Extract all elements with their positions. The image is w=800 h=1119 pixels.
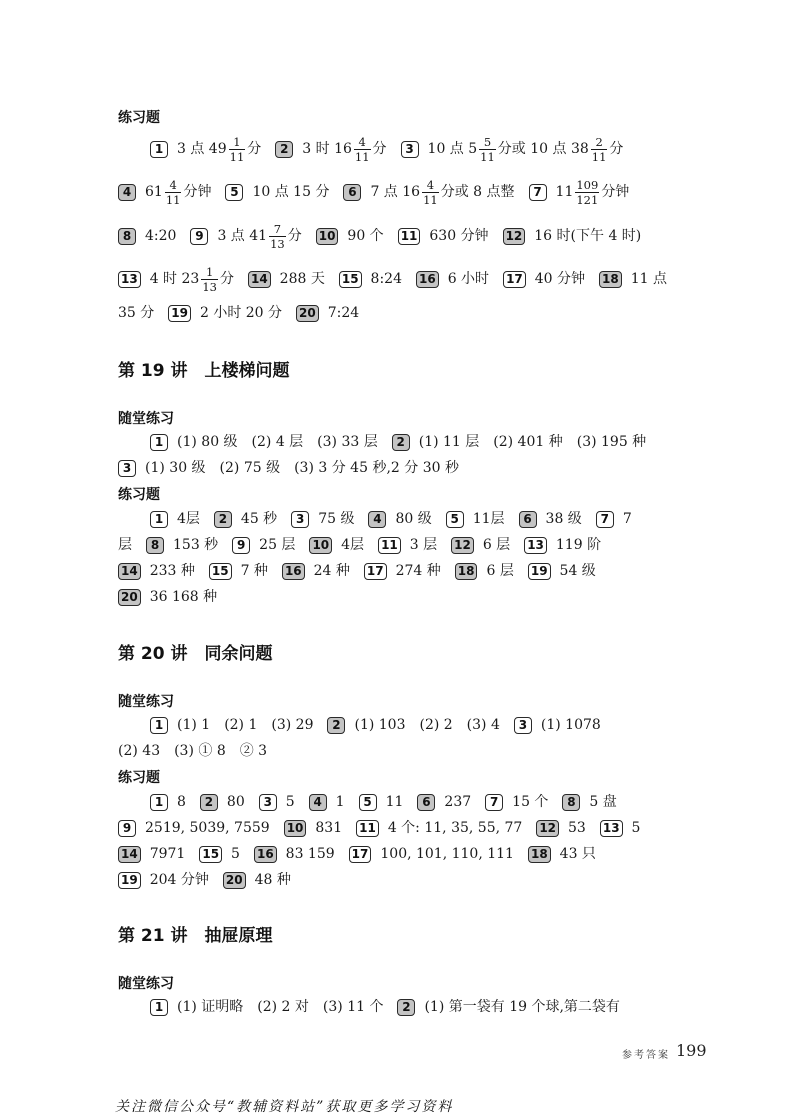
answer-text: 40 分钟 [534,271,586,287]
answer-item [349,844,514,864]
answer-text: 分或 10 点 38 [497,141,589,157]
fraction-numerator: 4 [358,134,366,149]
answer-item [254,844,335,864]
answer-item [118,870,209,890]
fraction [354,136,371,163]
question-number-badge: 11 [356,820,379,837]
answer-text: 11 [555,184,574,200]
answer-item [200,792,245,812]
answer-text: 6 小时 [447,271,490,287]
answer-text: 80 级 [395,511,432,527]
answer-row [150,135,623,163]
answer-item [168,303,282,323]
answer-text: 分或 8 点整 [440,184,515,200]
answer-text: 119 阶 [555,537,602,553]
answer-item [199,844,240,864]
question-number-badge: 18 [455,563,478,580]
answer-item [296,303,359,323]
answer-text: 16 时(下午 4 时) [534,228,642,244]
answer-item [118,179,211,206]
question-number-badge: 3 [118,460,136,477]
answer-row [150,711,601,739]
fraction-numerator: 4 [169,177,177,192]
fraction [201,266,218,293]
answer-item [150,792,186,812]
question-number-badge: 15 [199,846,222,863]
section-title-21: 第 21 讲 抽屉原理 [118,926,273,946]
answer-item [503,269,585,289]
answer-item [596,509,632,529]
question-number-badge: 5 [225,184,243,201]
answer-item [118,844,185,864]
answer-text: 8:24 [370,271,402,287]
answer-item [562,792,616,812]
answer-text: (1) 证明略 (2) 2 对 (3) 11 个 [177,999,384,1015]
question-number-badge: 13 [118,271,141,288]
fraction-denominator: 11 [165,192,181,207]
answer-item [451,535,510,555]
question-number-badge: 12 [503,228,526,245]
heading-exercises-20: 练习题 [118,770,160,786]
question-number-badge: 4 [118,184,136,201]
answer-text: 83 159 [285,846,335,862]
answer-text: 11 [385,794,404,810]
answer-text: 153 秒 [173,537,219,553]
heading-exercises-19: 练习题 [118,487,160,503]
question-number-badge: 1 [150,717,168,734]
answer-item [275,136,386,163]
question-number-badge: 10 [316,228,339,245]
answer-text: 4 时 23 [149,271,200,287]
answer-text: 1 [335,794,345,810]
question-number-badge: 17 [503,271,526,288]
fraction-denominator: 121 [576,192,599,207]
fraction-denominator: 11 [229,149,245,164]
answer-item [397,997,619,1017]
question-number-badge: 15 [209,563,232,580]
answer-text: (1) 11 层 (2) 401 种 (3) 195 种 [418,434,647,450]
answer-item [248,269,325,289]
answer-text: 4:20 [145,228,177,244]
question-number-badge: 10 [309,537,332,554]
question-number-badge: 5 [359,794,377,811]
question-number-badge: 7 [596,511,614,528]
answer-item [146,535,218,555]
answer-item [519,509,582,529]
answer-item [401,136,624,163]
question-number-badge: 4 [309,794,327,811]
answer-text: 288 天 [279,271,325,287]
answer-item [378,535,437,555]
answer-text: 5 [231,846,240,862]
answer-text: 274 种 [395,563,441,579]
answer-item [118,266,234,293]
answer-text: 分 [372,141,387,157]
fraction-numerator: 7 [273,221,282,236]
answer-item [536,818,586,838]
fraction-numerator: 2 [595,134,603,149]
answer-text: 8 [177,794,186,810]
answer-row [118,737,267,765]
answer-text: 45 秒 [240,511,278,527]
fraction [229,136,246,163]
answer-item [209,561,268,581]
answer-row [118,583,217,611]
answer-item [309,792,345,812]
answer-text: 3 点 41 [217,228,268,244]
answer-text: 分 [219,271,234,287]
answer-row [150,788,617,816]
answer-text: (1) 1 (2) 1 (3) 29 [177,717,314,733]
fraction-numerator: 4 [426,177,435,192]
answer-text: (1) 30 级 (2) 75 级 (3) 3 分 45 秒,2 分 30 秒 [145,460,459,476]
question-number-badge: 3 [514,717,532,734]
question-number-badge: 1 [150,434,168,451]
answer-text: 分钟 [601,184,630,200]
answer-row [150,993,620,1021]
answer-text: 25 层 [259,537,296,553]
question-number-badge: 9 [118,820,136,837]
answer-text: 11 点 [630,271,667,287]
answer-item [528,844,596,864]
question-number-badge: 13 [524,537,547,554]
answer-item [225,182,329,202]
question-number-badge: 8 [562,794,580,811]
section-title-20: 第 20 讲 同余问题 [118,644,273,664]
question-number-badge: 13 [600,820,623,837]
answer-item [327,715,499,735]
footer-label: 参考答案 [622,1050,670,1061]
question-number-badge: 17 [349,846,372,863]
answer-item [524,535,601,555]
question-number-badge: 17 [364,563,387,580]
answer-item [599,269,667,289]
answer-text: 36 168 种 [149,589,218,605]
question-number-badge: 1 [150,794,168,811]
answer-text: 35 分 [118,305,155,321]
answer-item [118,587,217,607]
answer-text: 分 [609,141,624,157]
answer-text: 54 级 [559,563,596,579]
answer-text: 80 [226,794,245,810]
answer-row [118,299,359,327]
answer-item [316,226,384,246]
heading-classwork-20: 随堂练习 [118,694,174,710]
answer-item [232,535,295,555]
answer-text: 5 [285,794,295,810]
answer-item [118,561,195,581]
bottom-watermark-note: 关注微信公众号“教辅资料站”获取更多学习资料 [115,1099,454,1115]
answer-row [150,505,632,533]
question-number-badge: 1 [150,999,168,1016]
answer-item [392,432,646,452]
answer-text: 7 点 16 [370,184,421,200]
answer-text: (1) 1078 [540,717,601,733]
page-number: 199 [676,1041,707,1060]
answer-item [446,509,505,529]
answer-item [309,535,364,555]
question-number-badge: 20 [118,589,141,606]
question-number-badge: 9 [232,537,250,554]
answer-text: 4层 [341,537,365,553]
question-number-badge: 11 [378,537,401,554]
question-number-badge: 3 [401,141,419,158]
question-number-badge: 18 [599,271,622,288]
fraction [591,136,608,163]
question-number-badge: 7 [485,794,503,811]
answer-item [282,561,350,581]
answer-text: 100, 101, 110, 111 [380,846,514,862]
question-number-badge: 2 [327,717,345,734]
answer-text: 237 [444,794,472,810]
question-number-badge: 16 [416,271,439,288]
answer-text: 分 [287,228,302,244]
question-number-badge: 8 [118,228,136,245]
answer-text: 4层 [177,511,200,527]
answer-item [150,715,313,735]
answer-text: 6 层 [482,537,511,553]
answer-item [455,561,514,581]
answer-row [118,866,291,894]
answer-item [528,561,596,581]
fraction-denominator: 11 [354,149,370,164]
answer-row [150,428,646,456]
answer-text: 5 [631,820,641,836]
heading-exercises-18: 练习题 [118,110,160,126]
question-number-badge: 5 [446,511,464,528]
question-number-badge: 12 [451,537,474,554]
answer-item [150,432,378,452]
fraction-denominator: 13 [270,236,285,251]
answer-text: 15 个 [512,794,549,810]
answer-text: 53 [568,820,586,836]
fraction-denominator: 13 [202,279,217,294]
answer-item [514,715,601,735]
answer-text: 6 层 [486,563,514,579]
fraction [165,179,182,206]
answer-item [359,792,404,812]
answer-text: 24 种 [313,563,350,579]
question-number-badge: 2 [200,794,218,811]
answer-text: 7 种 [240,563,268,579]
question-number-badge: 14 [118,563,141,580]
answer-text: 43 只 [559,846,596,862]
answer-item [368,509,431,529]
heading-classwork-19: 随堂练习 [118,411,174,427]
answer-item [259,792,295,812]
answer-text: 7 [622,511,632,527]
question-number-badge: 14 [118,846,141,863]
answer-row [118,531,601,559]
fraction [575,179,599,206]
question-number-badge: 19 [528,563,551,580]
section-title-19: 第 19 讲 上楼梯问题 [118,361,290,381]
answer-item [223,870,291,890]
answer-text: 分 [247,141,262,157]
answer-text: 630 分钟 [429,228,489,244]
fraction-denominator: 11 [423,192,438,207]
question-number-badge: 11 [398,228,421,245]
answer-row [118,814,640,842]
answer-row [118,222,641,250]
answer-item [190,223,301,250]
answer-item [118,741,267,761]
question-number-badge: 4 [368,511,386,528]
question-number-badge: 7 [529,184,547,201]
answer-text: 3 点 49 [177,141,227,157]
answer-item [284,818,342,838]
answer-item [150,509,200,529]
question-number-badge: 20 [223,872,246,889]
fraction-numerator: 5 [483,134,492,149]
question-number-badge: 3 [259,794,277,811]
question-number-badge: 1 [150,141,168,158]
answer-item [118,818,270,838]
question-number-badge: 18 [528,846,551,863]
answer-item [118,303,154,323]
answer-item [150,136,261,163]
answer-item [417,792,471,812]
question-number-badge: 3 [291,511,309,528]
answer-text: 7:24 [327,305,360,321]
answer-text: 90 个 [347,228,384,244]
answer-item [339,269,402,289]
answer-text: (1) 80 级 (2) 4 层 (3) 33 层 [177,434,378,450]
question-number-badge: 2 [397,999,415,1016]
question-number-badge: 16 [254,846,277,863]
answer-row [118,265,667,293]
answer-text: 层 [118,537,132,553]
answer-item [364,561,441,581]
answer-text: 10 点 15 分 [252,184,330,200]
answer-item [118,458,459,478]
answer-item [600,818,641,838]
answer-text: 204 分钟 [149,872,209,888]
answer-item [343,179,514,206]
fraction-denominator: 11 [591,149,607,164]
answer-text: 831 [315,820,343,836]
fraction-numerator: 1 [233,134,241,149]
question-number-badge: 6 [343,184,361,201]
answer-text: 分钟 [183,184,212,200]
answer-item [118,226,176,246]
fraction-denominator: 11 [480,149,495,164]
fraction [269,223,286,250]
question-number-badge: 16 [282,563,305,580]
question-number-badge: 19 [118,872,141,889]
answer-item [416,269,489,289]
heading-classwork-21: 随堂练习 [118,976,174,992]
question-number-badge: 20 [296,305,319,322]
question-number-badge: 2 [392,434,410,451]
answer-row [118,557,596,585]
question-number-badge: 9 [190,228,208,245]
answer-text: 2 小时 20 分 [199,305,283,321]
answer-text: 3 层 [409,537,438,553]
answer-text: 4 个: 11, 35, 55, 77 [387,820,523,836]
answer-text: 38 级 [545,511,582,527]
answer-text: (1) 第一袋有 19 个球,第二袋有 [424,999,620,1015]
answer-item [291,509,354,529]
answer-text: 48 种 [254,872,291,888]
question-number-badge: 2 [275,141,293,158]
answer-item [529,179,630,206]
question-number-badge: 10 [284,820,307,837]
answer-item [356,818,522,838]
fraction-numerator: 109 [576,177,599,192]
answer-item [214,509,277,529]
fraction-numerator: 1 [205,264,214,279]
answer-row [118,178,629,206]
answer-row [118,840,596,868]
answer-text: 11层 [472,511,505,527]
fraction [479,136,496,163]
answer-text: 5 盘 [589,794,617,810]
question-number-badge: 1 [150,511,168,528]
answer-text: (2) 43 (3) ① 8 ② 3 [118,743,268,759]
question-number-badge: 8 [146,537,164,554]
answer-item [150,997,383,1017]
answer-text: 3 时 16 [302,141,352,157]
fraction [422,179,439,206]
answer-text: 233 种 [149,563,195,579]
question-number-badge: 15 [339,271,362,288]
answer-text: 10 点 5 [427,141,478,157]
answer-text: 7971 [149,846,186,862]
answer-row [118,454,459,482]
answer-text: 2519, 5039, 7559 [145,820,270,836]
answer-text: 75 级 [318,511,355,527]
question-number-badge: 2 [214,511,232,528]
question-number-badge: 6 [417,794,435,811]
answer-item [398,226,489,246]
question-number-badge: 19 [168,305,191,322]
answer-item [485,792,548,812]
question-number-badge: 12 [536,820,559,837]
answer-text: (1) 103 (2) 2 (3) 4 [354,717,500,733]
question-number-badge: 14 [248,271,271,288]
answer-text: 61 [145,184,163,200]
answer-item [118,535,132,555]
answer-item [503,226,642,246]
question-number-badge: 6 [519,511,537,528]
